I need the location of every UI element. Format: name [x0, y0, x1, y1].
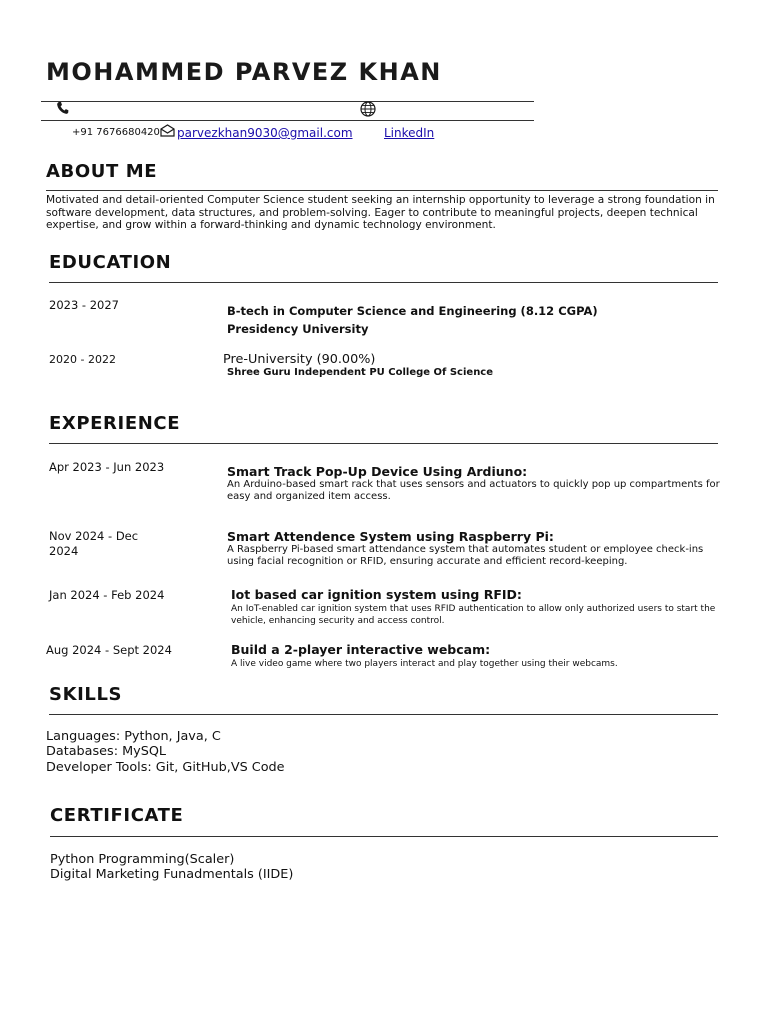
project-description: An IoT-enabled car ignition system that uses RFID authentication to allow only authorized users to start the vehicle, enhancing security and access control. — [231, 604, 716, 626]
phone-icon — [56, 101, 69, 115]
candidate-name: MOHAMMED PARVEZ KHAN — [46, 58, 442, 86]
skills-heading: SKILLS — [49, 684, 123, 705]
education-school: Shree Guru Independent PU College Of Science — [227, 367, 494, 378]
about-text: Motivated and detail-oriented Computer Science student seeking an internship opportunity to leverage a strong foundation in software development, data structures, and problem-solving. Eager to contribute to meaningful projects, deepen technical expertise, and grow within a forward-thinking and dynamic technology environment. — [46, 194, 715, 231]
education-heading: EDUCATION — [49, 252, 172, 273]
project-title: Smart Attendence System using Raspberry Pi: — [227, 529, 554, 544]
email-link[interactable]: parvezkhan9030@gmail.com — [177, 126, 353, 140]
education-degree: Pre-University (90.00%) — [223, 352, 376, 367]
skill-line: Databases: MySQL — [46, 744, 167, 759]
project-title: Iot based car ignition system using RFID: — [231, 587, 522, 602]
education-degree: B-tech in Computer Science and Engineering (8.12 CGPA) — [227, 304, 598, 318]
certificate-divider — [50, 836, 718, 837]
certificate-heading: CERTIFICATE — [50, 805, 184, 826]
experience-heading: EXPERIENCE — [49, 413, 181, 434]
project-title: Build a 2-player interactive webcam: — [231, 642, 491, 657]
project-description: A Raspberry Pi-based smart attendance system that automates student or employee check-ins using facial recognition or RFID, ensuring accurate and efficient record-keeping. — [227, 544, 704, 567]
project-title: Smart Track Pop-Up Device Using Ardiuno: — [227, 464, 528, 479]
certificate-item: Digital Marketing Funadmentals (IIDE) — [50, 867, 294, 882]
skill-line: Languages: Python, Java, C — [46, 729, 221, 744]
globe-icon — [360, 101, 376, 117]
project-description: A live video game where two players interact and play together using their webcams. — [231, 659, 618, 669]
experience-dates: Nov 2024 - Dec 2024 — [49, 529, 139, 558]
education-dates: 2023 - 2027 — [49, 298, 119, 312]
experience-dates: Aug 2024 - Sept 2024 — [46, 643, 172, 657]
about-divider — [46, 190, 718, 191]
certificate-item: Python Programming(Scaler) — [50, 852, 235, 867]
experience-divider — [49, 443, 718, 444]
linkedin-link[interactable]: LinkedIn — [384, 126, 435, 140]
skills-divider — [49, 714, 718, 715]
phone-number: +91 7676680420 — [72, 127, 160, 138]
experience-dates: Apr 2023 - Jun 2023 — [49, 460, 165, 474]
experience-dates: Jan 2024 - Feb 2024 — [49, 588, 165, 602]
header-divider-top — [41, 101, 534, 102]
skill-line: Developer Tools: Git, GitHub,VS Code — [46, 760, 285, 775]
education-school: Presidency University — [227, 322, 369, 336]
education-divider — [49, 282, 718, 283]
project-description: An Arduino-based smart rack that uses sensors and actuators to quickly pop up compartments for easy and organized item access. — [227, 479, 720, 502]
envelope-icon — [160, 124, 175, 137]
about-heading: ABOUT ME — [46, 161, 158, 182]
education-dates: 2020 - 2022 — [49, 353, 116, 366]
header-divider-bottom — [41, 120, 534, 121]
